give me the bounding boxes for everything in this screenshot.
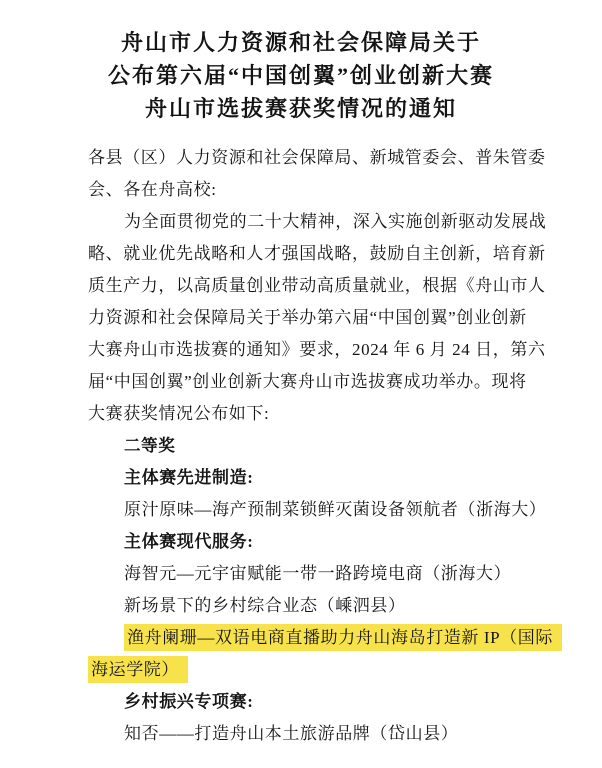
award-entry: 知否——打造舟山本土旅游品牌（岱山县）	[124, 724, 459, 743]
document-title	[0, 26, 602, 125]
title-line-2: 公布第六届“中国创翼”创业创新大赛	[107, 63, 494, 88]
title-line-3: 舟山市选拔赛获奖情况的通知	[144, 96, 457, 121]
salutation-line: 各县（区）人力资源和社会保障局、新城管委会、普朱管委	[88, 148, 546, 167]
paragraph-line: 届“中国创翼”创业创新大赛舟山市选拔赛成功举办。现将	[88, 372, 527, 391]
highlight-mark: 渔舟阑珊—双语电商直播助力舟山海岛打造新 IP（国际	[124, 624, 562, 651]
paragraph-line: 大赛舟山市选拔赛的通知》要求，2024 年 6 月 24 日，第六	[88, 340, 546, 359]
award-entry: 原汁原味—海产预制菜锁鲜灭菌设备领航者（浙海大）	[124, 500, 547, 519]
paragraph-line: 质生产力，以高质量创业带动高质量就业，根据《舟山市人	[88, 276, 546, 295]
award-entry: 海智元—元宇宙赋能一带一路跨境电商（浙海大）	[124, 564, 512, 583]
award-entry: 新场景下的乡村综合业态（嵊泗县）	[124, 596, 406, 615]
category-heading-modern-services: 主体赛现代服务:	[124, 532, 254, 551]
category-heading-advanced-manufacturing: 主体赛先进制造:	[124, 468, 254, 487]
title-line-1: 舟山市人力资源和社会保障局关于	[120, 30, 481, 55]
document-body	[0, 142, 602, 750]
paragraph-line: 为全面贯彻党的二十大精神，深入实施创新驱动发展战	[124, 212, 547, 231]
award-entry-highlighted	[88, 622, 562, 654]
salutation-line: 会、各在舟高校:	[88, 180, 217, 199]
paragraph-line: 大赛获奖情况公布如下:	[88, 404, 270, 423]
second-prize-heading: 二等奖	[124, 437, 176, 455]
category-heading-rural-revitalization: 乡村振兴专项赛:	[124, 692, 254, 711]
award-entry-highlighted	[88, 654, 562, 686]
paragraph-line: 略、就业优先战略和人才强国战略，鼓励自主创新，培育新	[88, 244, 546, 263]
paragraph-line: 力资源和社会保障局关于举办第六届“中国创翼”创业创新	[88, 308, 527, 327]
highlight-mark: 海运学院）	[88, 656, 188, 683]
